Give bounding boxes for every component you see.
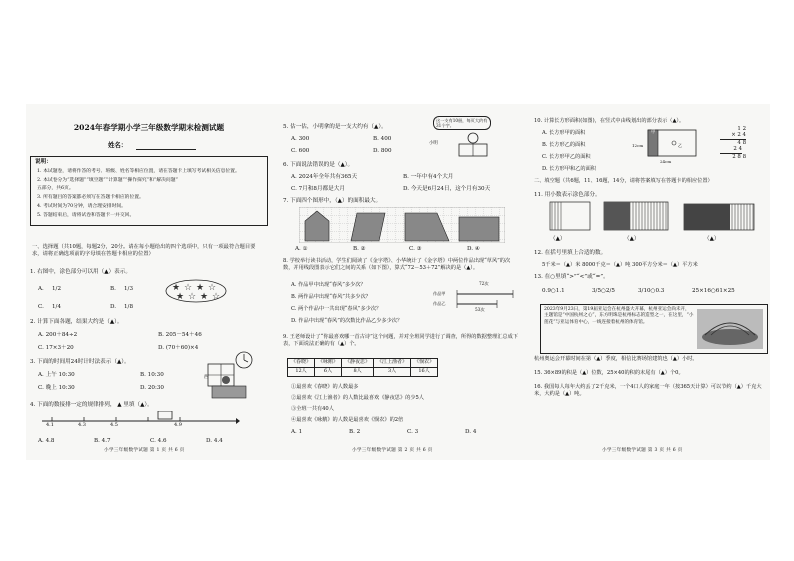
instruction-3: 3. 所有题目的答案都必须写在答题卡相应的位置。: [37, 195, 144, 200]
q9-statement-4: ④最喜欢《咏鹅》的人数是最喜欢《悯农》的2倍: [291, 417, 404, 423]
q5-option-c: C. 600: [291, 148, 310, 154]
table-header-cell: 《咏鹅》: [315, 359, 342, 368]
q12-answer-line: 5千米＝（▲）米 8000千克＝（▲）吨 300平方分米＝（▲）平方米: [542, 262, 698, 268]
svg-text:☆: ☆: [188, 292, 197, 302]
q1-option-c-value: 1/4: [52, 304, 62, 310]
name-blank-line: [136, 149, 196, 150]
q6-option-d: D. 今天是6月24日，这个月有30天: [403, 186, 491, 192]
seg-top-label: 72次: [479, 281, 489, 286]
q10-option-a: A. 长方形甲的面积: [542, 130, 586, 136]
q1-option-a-value: 1/2: [52, 286, 62, 292]
q7-option-c: C. ③: [409, 246, 422, 252]
q10-option-d: D. 长方形甲和乙的面积: [542, 166, 596, 172]
q7-grid-shapes-figure: [299, 207, 505, 243]
q2-option-c: C. 17×3＋20: [38, 345, 74, 351]
table-cell: 6人: [315, 368, 342, 377]
q10-rectangle-figure: [638, 126, 698, 160]
table-header-cell: 《悯农》: [411, 359, 438, 368]
stadium-photo: [697, 309, 763, 349]
table-row: [288, 368, 438, 377]
q15-text: 15. 36×89的积是（▲）位数，25×40的积的末尾有（▲）个0。: [534, 370, 684, 376]
poem-survey-table: [287, 358, 438, 377]
q1-option-c-label: C.: [38, 304, 44, 310]
table-header-cell: 《静夜思》: [342, 359, 374, 368]
q7-option-d: D. ④: [467, 246, 480, 252]
q7-text: 7. 下面四个图形中，（▲）的面积最大。: [283, 198, 382, 204]
instruction-5: 5. 答题结束后，请将试卷和答题卡一并交回。: [37, 213, 135, 218]
svg-text:★: ★: [196, 283, 205, 293]
q3-option-c: C. 晚上 10:30: [38, 385, 75, 391]
q2-option-b: B. 205－54＋46: [158, 332, 202, 338]
q4-option-a: A. 4.8: [38, 438, 55, 444]
clock-window-figure: [202, 350, 258, 400]
seg-label-b: 作品乙: [433, 301, 446, 306]
q9-option-b: B. 2: [349, 429, 361, 435]
q5-option-a: A. 300: [291, 136, 310, 142]
numline-tick-1: 4.1: [46, 422, 54, 428]
fig-label-yi: 乙: [678, 143, 683, 148]
vertical-multiplication: [720, 126, 746, 160]
q1-option-b-value: 1/3: [124, 286, 134, 292]
q5-option-d: D. 800: [373, 148, 392, 154]
q9-option-d: D. 4: [465, 429, 477, 435]
q14-news-text: 2023年9月23日，第19届亚运会在杭州盛大开幕，杭州亚运会尚未开，主题馆是“中国杭州之心”，东方明珠是杭州标志的造型之一，在这里，“小莲花”与亚运体育中心，一线连接着杭州的体育馆。: [544, 307, 694, 325]
name-label: 姓名：: [108, 141, 128, 149]
table-row: [288, 359, 438, 368]
q5-speech-bubble: 这一支有10册，每页大约有31个字。: [433, 116, 491, 130]
vertical-line-4: 2 4: [720, 146, 742, 153]
q9-option-c: C. 3: [407, 429, 419, 435]
footer-page-3: 小学三年级数学试题 第 3 页 共 6 页: [602, 448, 683, 453]
boy-reading-figure: [453, 132, 493, 158]
q11-shaded-figures: [548, 200, 760, 234]
q2-option-d: D. (70＋60)×4: [158, 345, 199, 351]
q10-option-b: B. 长方形乙的面积: [542, 142, 586, 148]
vertical-line-1: 1 2: [737, 126, 746, 132]
q1-option-a-label: A.: [38, 286, 44, 292]
section-1-heading: 一、选择题（共10题，每题2分，20分。请在每小题给出的四个选项中，只有一项最符合题目要求，请将正确选项前的字母填在答题卡相应的位置）: [32, 244, 256, 257]
numline-tick-2: 4.3: [78, 422, 86, 428]
q4-option-b: B. 4.7: [94, 438, 111, 444]
instruction-2: 2. 本试卷分为“选择题”“填空题”“计算题”“操作探究”和“解决问题”: [37, 178, 178, 183]
table-header-cell: 《春晓》: [288, 359, 315, 368]
instructions-box: [30, 156, 268, 226]
q9-option-a: A. 1: [291, 429, 303, 435]
q1-option-d-value: 1/8: [124, 304, 134, 310]
q8-option-c: C. 两个作品中一共出现“春风”多少次？: [291, 306, 382, 312]
q2-text: 2. 计算下面各题，结果大约是（▲）。: [30, 319, 123, 325]
instruction-2b: 五部分，共6页。: [37, 186, 74, 191]
svg-text:☆: ☆: [208, 283, 217, 293]
q13-compare-4: 25×16○61×25: [692, 288, 735, 294]
numline-tick-3: 4.5: [110, 422, 118, 428]
table-header-cell: 《江上渔者》: [374, 359, 411, 368]
q5-text: 5. 估一估，小明拿的是一支大约有（▲）。: [283, 124, 387, 130]
fig-label-length: 24cm: [660, 159, 672, 164]
q3-text: 3. 下面的时间用24时计时法表示（▲）。: [30, 359, 130, 365]
q11-blank-2: （▲）: [624, 236, 640, 242]
q7-option-b: B. ②: [353, 246, 366, 252]
q4-text: 4. 下面的数接排一定的规律排列， ▲ 里填（▲）。: [30, 402, 153, 408]
exam-title: 2024年春学期小学三年级数学期末检测试题: [73, 123, 225, 132]
q5-speaker: 小明: [429, 141, 438, 146]
table-cell: 16人: [411, 368, 438, 377]
table-cell: 8人: [342, 368, 374, 377]
q13-compare-3: 3/10○0.3: [638, 288, 665, 294]
fig-label-width: 12cm: [632, 143, 644, 148]
q3-west-label: 西: [204, 375, 209, 380]
footer-page-1: 小学三年级数学试题 第 1 页 共 6 页: [104, 448, 185, 453]
svg-text:★: ★: [172, 283, 181, 293]
fig-label-jia: 甲: [651, 129, 656, 134]
numline-tick-4: 4.9: [174, 422, 182, 428]
q3-option-d: D. 20:30: [140, 385, 164, 391]
vertical-line-5: 2 8 8: [732, 153, 746, 160]
svg-text:★: ★: [176, 292, 185, 302]
table-cell: 3人: [374, 368, 411, 377]
q9-statement-3: ③全班一共有40人: [291, 406, 334, 412]
q4-option-c: C. 4.6: [150, 438, 167, 444]
q8-text: 8. 学校举行读书活动，学生们阅读了《金字塔》、小华统计了《金字塔》中两位作品出现“草风”的次数，并用线段图表示它们之间的关系（如下图），算式“72－53＋72”解决的是（▲）。: [283, 258, 511, 271]
number-line: [40, 411, 240, 431]
q9-statement-1: ①最喜欢《春晓》的人数最多: [291, 384, 359, 390]
q13-compare-1: 0.9○1.1: [542, 288, 565, 294]
q7-option-a: A. ①: [295, 246, 308, 252]
svg-text:★: ★: [200, 292, 209, 302]
q11-text: 11. 用小数表示涂色部分。: [534, 192, 601, 198]
q6-text: 6. 下面说法错误的是（▲）。: [283, 162, 354, 168]
vertical-line-2: × 2 4: [720, 132, 746, 139]
q10-option-c: C. 长方形甲乙的面积: [542, 154, 591, 160]
seg-label-a: 作品甲: [433, 291, 446, 296]
q6-option-c: C. 7月和8月都是大月: [291, 186, 345, 192]
stars-oval-figure: [164, 278, 228, 304]
q8-option-a: A. 作品甲中出现“春风”多少次？: [291, 282, 366, 288]
vertical-line-3: 4 8: [737, 139, 746, 146]
q1-text: 1. 右图中，涂色部分可以用（▲）表示。: [30, 269, 131, 275]
q8-option-b: B. 两作品中出现“春风”共多少次？: [291, 294, 371, 300]
q3-option-a: A. 上午 10:30: [38, 372, 75, 378]
q6-option-b: B. 一年中有4个大月: [403, 174, 454, 180]
q5-option-b: B. 400: [373, 136, 392, 142]
instruction-1: 1. 本试题卷，请将作答的考号、班级、姓名等相应位置，请在答题卡上填写考试相关信息位置。: [37, 169, 240, 174]
q16-text: 16. 我国每人每年大约丢了2千克米，一个4口人的家庭一年（按365天计算）可以节约（▲）千克大米，大约是（▲）吨。: [534, 384, 762, 397]
q2-option-a: A. 200＋84÷2: [38, 332, 78, 338]
q9-text: 9. 王老师设计了“你最喜欢哪一首古诗”这个问题，并对全班同学进行了调查，所得的数据整理汇总成下表，下面说法正确的有（▲）个。: [283, 334, 518, 347]
q9-statement-2: ②最喜欢《江上渔者》的人数比最喜欢《静夜思》的少5人: [291, 395, 424, 401]
q13-compare-2: 3/5○2/5: [592, 288, 615, 294]
q1-option-d-label: D.: [110, 304, 117, 310]
q6-option-a: A. 2024年全年共有365天: [291, 174, 358, 180]
q14-question: 杭州奥运会开幕时间在第（▲）季度，相信比赛场馆建筑也（▲）小时。: [534, 356, 698, 362]
svg-text:☆: ☆: [212, 292, 221, 302]
q8-option-d: D. 作品中出现“春风”的次数比作品乙少多少次？: [291, 318, 403, 324]
q1-option-b-label: B.: [110, 286, 116, 292]
table-cell: 12人: [288, 368, 315, 377]
q11-blank-1: （▲）: [550, 236, 566, 242]
section-2-heading: 二、填空题（共6题，11、16题，14分，请将答案填写在答题卡的相应位置）: [534, 178, 713, 184]
q3-option-b: B. 10:30: [140, 372, 164, 378]
q4-option-d: D. 4.4: [206, 438, 223, 444]
seg-bottom-label: 53次: [475, 307, 485, 312]
instructions-title: 说明：: [35, 159, 52, 165]
q13-text: 13. 在○里填“>”“<”或“=”。: [534, 274, 609, 280]
q10-text: 10. 计算长方形面积(如图)，在竖式中由线划出的部分表示（▲）。: [534, 118, 685, 124]
footer-page-2: 小学三年级数学试题 第 2 页 共 6 页: [352, 448, 433, 453]
q14-news-box: [540, 304, 768, 354]
q12-text: 12. 在括号里填上合适的数。: [534, 250, 607, 256]
q11-blank-3: （▲）: [704, 236, 720, 242]
instruction-4: 4. 考试时间为70分钟，请合理安排时间。: [37, 204, 126, 209]
svg-text:☆: ☆: [184, 283, 193, 293]
